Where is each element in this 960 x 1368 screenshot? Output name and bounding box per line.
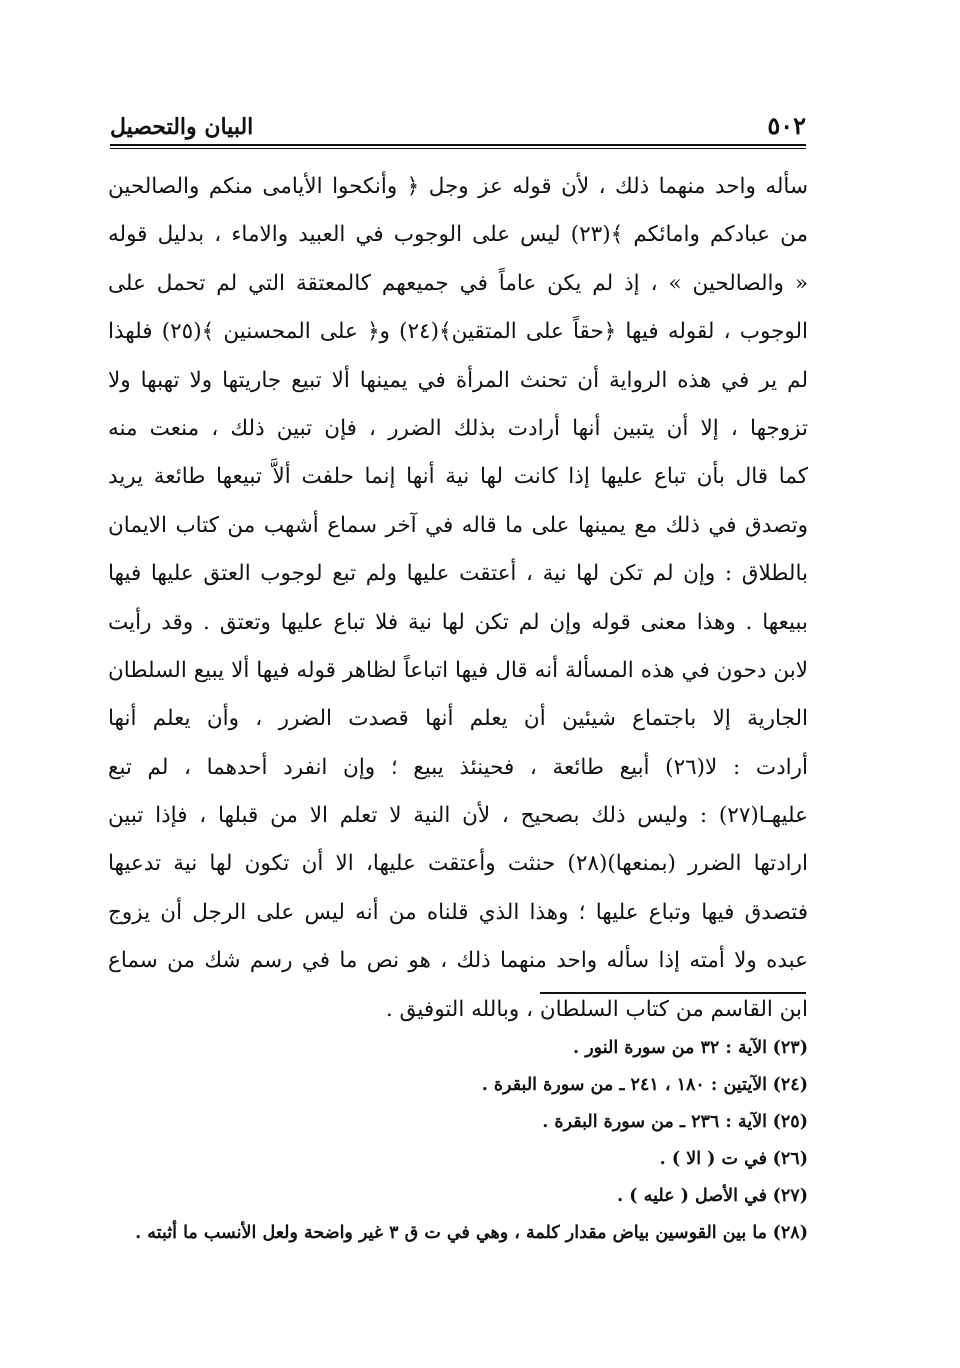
text-line: سأله واحد منهما ذلك ، لأن قوله عز وجل ﴿ وأنكحوا الأيامى منكم والصالحين [108, 174, 808, 199]
footnote-text: الآية : ٢٣٦ ـ من سورة البقرة . [542, 1112, 768, 1132]
footnote-item [100, 1104, 808, 1141]
footnote-number: (٢٤) [772, 1075, 808, 1095]
text-line: لم ير في هذه الرواية أن تحنث المرأة في يمينها ألا تبيع جاريتها ولا تهبها ولا [108, 367, 808, 393]
footnote-text: الآيتين : ١٨٠ ، ٢٤١ ـ من سورة البقرة . [481, 1075, 768, 1095]
page-header [110, 104, 806, 140]
text-line: ابن القاسم من كتاب السلطان ، وبالله التوفيق . [385, 996, 808, 1022]
footnote-number: (٢٨) [772, 1223, 808, 1243]
text-line: فتصدق فيها وتباع عليها ؛ وهذا الذي قلناه من أنه ليس على الرجل أن يزوج [108, 899, 808, 925]
footnote-number: (٢٧) [772, 1186, 808, 1206]
text-line: من عبادكم وامائكم ﴾(٢٣) ليس على الوجوب في العبيد والاماء ، بدليل قوله [108, 222, 808, 248]
footnote-item [100, 1215, 808, 1252]
main-text [108, 163, 808, 1034]
footnote-number: (٢٣) [772, 1038, 808, 1058]
text-line: بالطلاق : وإن لم تكن لها نية ، أعتقت عليها ولم تبع لوجوب العتق عليها فيها [108, 561, 808, 587]
text-line: تزوجها ، إلا أن يتبين أنها أرادت بذلك الضرر ، فإن تبين ذلك ، منعت منه [108, 415, 808, 441]
running-title: البيان والتحصيل [110, 114, 254, 140]
text-line: عليهـا(٢٧) : وليس ذلك بصحيح ، لأن النية لا تعلم الا من قبلها ، فإذا تبين [108, 803, 808, 829]
text-line: ارادتها الضرر (بمنعها)(٢٨) حنثت وأعتقت عليها، الا أن تكون لها نية تدعيها [108, 851, 808, 877]
footnote-number: (٢٥) [772, 1112, 808, 1132]
footnote-item [100, 1030, 808, 1067]
footnote-number: (٢٦) [772, 1149, 808, 1169]
footnote-text: في ت ( الا ) . [659, 1149, 768, 1169]
text-line: الجارية إلا باجتماع شيئين أن يعلم أنها قصدت الضرر ، وأن يعلم أنها [108, 706, 808, 732]
text-line: ببيعها . وهذا معنى قوله وإن لم تكن لها نية فلا تباع عليها وتعتق . وقد رأيت [108, 609, 808, 635]
footnotes [100, 1030, 808, 1252]
footnote-text: في الأصل ( عليه ) . [617, 1186, 768, 1206]
text-line: لابن دحون في هذه المسألة أنه قال فيها اتباعاً لظاهر قوله فيها ألا يبيع السلطان [108, 657, 808, 683]
text-line: الوجوب ، لقوله فيها ﴿حقاً على المتقين﴾(٢٤) و﴿ على المحسنين ﴾(٢٥) فلهذا [108, 319, 808, 345]
footnote-text: ما بين القوسين بياض مقدار كلمة ، وهي في ت ق ٣ غير واضحة ولعل الأنسب ما أثبته . [135, 1223, 768, 1243]
text-line: وتصدق في ذلك مع يمينها على ما قاله في آخر سماع أشهب من كتاب الايمان [108, 512, 808, 538]
text-line: أرادت : لا(٢٦) أبيع طائعة ، فحينئذ يبيع ؛ وإن انفرد أحدهما ، لم تبع [108, 754, 808, 780]
footnote-separator [540, 992, 806, 994]
footnote-item [100, 1141, 808, 1178]
footnote-item [100, 1178, 808, 1215]
footnote-item [100, 1067, 808, 1104]
text-line: عبده ولا أمته إذا سأله واحد منهما ذلك ، هو نص ما في رسم شك من سماع [108, 948, 808, 974]
header-rule [110, 144, 806, 149]
text-line: كما قال بأن تباع عليها إذا كانت لها نية أنها إنما حلفت ألاَّ تبيعها طائعة يريد [108, 464, 808, 490]
text-line: « والصالحين » ، إذ لم يكن عاماً في جميعهم كالمعتقة التي لم تحمل على [108, 270, 808, 296]
footnote-text: الآية : ٣٢ من سورة النور . [573, 1038, 768, 1058]
page-number: ٥٠٢ [767, 111, 806, 140]
